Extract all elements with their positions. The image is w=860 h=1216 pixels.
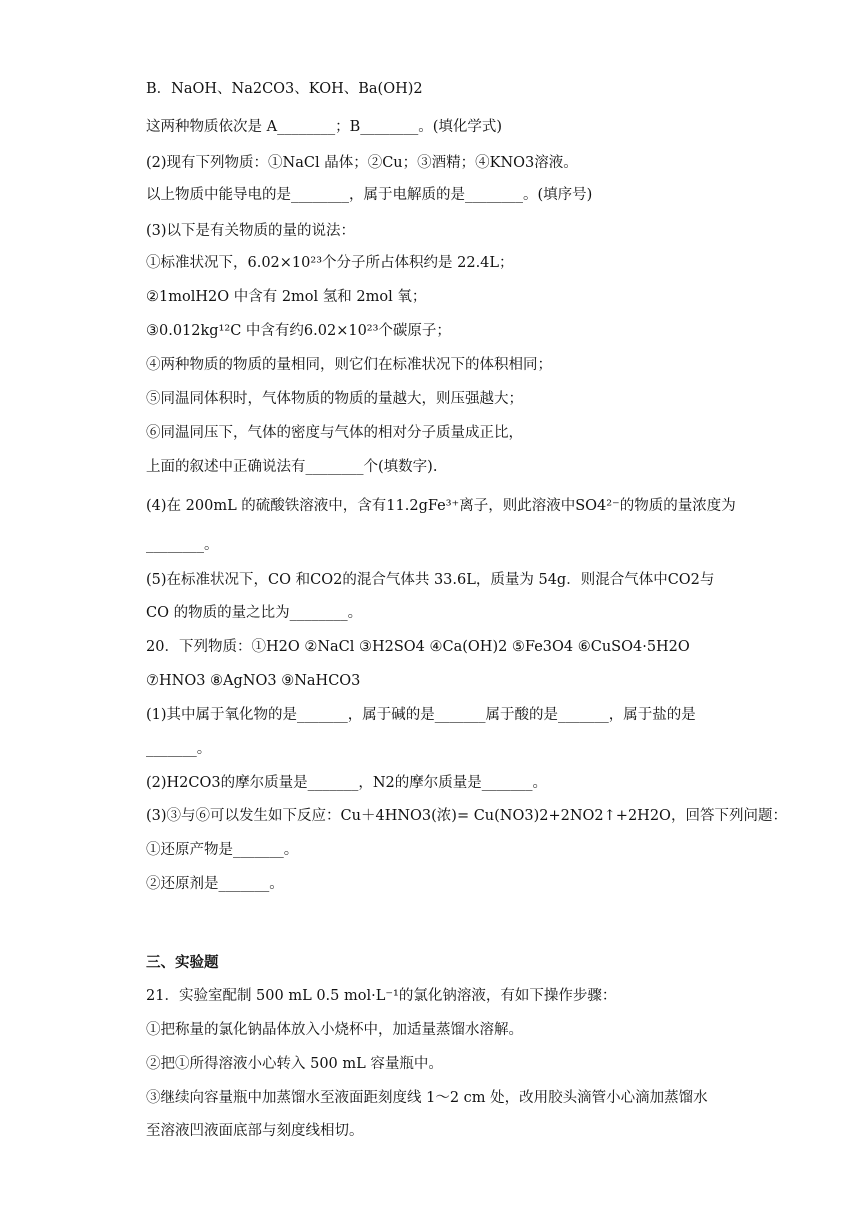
question-2-line: (2)现有下列物质：①NaCl 晶体；②Cu；③酒精；④KNO3溶液。 (146, 155, 578, 171)
step-1: ①把称量的氯化钠晶体放入小烧杯中，加适量蒸馏水溶解。 (146, 1022, 523, 1038)
question-21-line: 21．实验室配制 500 mL 0.5 mol·L⁻¹的氯化钠溶液，有如下操作步骤： (146, 988, 617, 1004)
option-b-line: B．NaOH、Na2CO3、KOH、Ba(OH)2 (146, 81, 423, 97)
statement-1: ①标准状况下，6.02×10²³个分子所占体积约是 22.4L； (146, 255, 514, 271)
statement-6: ⑥同温同压下，气体的密度与气体的相对分子质量成正比， (146, 425, 523, 441)
answer-line-q1: 这两种物质依次是 A________；B________。(填化学式) (146, 119, 503, 135)
question-20-3-line: (3)③与⑥可以发生如下反应：Cu＋4HNO3(浓)= Cu(NO3)2+2NO2↑+2H2O，回答下列问题： (146, 808, 787, 824)
question-20-2-line: (2)H2CO3的摩尔质量是_______，N2的摩尔质量是_______。 (146, 775, 548, 791)
question-5-line: (5)在标准状况下，CO 和CO2的混合气体共 33.6L，质量为 54g．则混合气体中CO2与 (146, 572, 715, 588)
question-5-answer-line: CO 的物质的量之比为________。 (146, 605, 363, 621)
question-20-items-line: ⑦HNO3 ⑧AgNO3 ⑨NaHCO3 (146, 673, 361, 689)
step-3: ③继续向容量瓶中加蒸馏水至液面距刻度线 1～2 cm 处，改用胶头滴管小心滴加蒸馏水 (146, 1090, 708, 1106)
statement-2: ②1molH2O 中含有 2mol 氢和 2mol 氧； (146, 289, 427, 305)
question-20-line: 20．下列物质：①H2O ②NaCl ③H2SO4 ④Ca(OH)2 ⑤Fe3O4 ⑥CuSO4·5H2O (146, 639, 690, 655)
question-4-answer-line: ________。 (146, 537, 219, 553)
question-4-line: (4)在 200mL 的硫酸铁溶液中，含有11.2gFe³⁺离子，则此溶液中SO4²⁻的物质的量浓度为 (146, 498, 736, 514)
statement-3: ③0.012kg¹²C 中含有约6.02×10²³个碳原子； (146, 323, 451, 339)
question-2-answer-line: 以上物质中能导电的是________，属于电解质的是________。(填序号) (146, 187, 593, 203)
statement-5: ⑤同温同体积时，气体物质的物质的量越大，则压强越大； (146, 391, 523, 407)
step-3-continued: 至溶液凹液面底部与刻度线相切。 (146, 1123, 364, 1139)
question-20-1-line: (1)其中属于氧化物的是_______，属于碱的是_______属于酸的是_______，属于盐的是 (146, 707, 696, 723)
question-3-answer-line: 上面的叙述中正确说法有________个(填数字). (146, 459, 438, 475)
question-20-3-sub-1: ①还原产物是_______。 (146, 842, 299, 858)
question-20-1-answer-line: _______。 (146, 741, 212, 757)
statement-4: ④两种物质的物质的量相同，则它们在标准状况下的体积相同； (146, 357, 552, 373)
question-20-3-sub-2: ②还原剂是_______。 (146, 876, 284, 892)
question-3-line: (3)以下是有关物质的量的说法： (146, 223, 356, 239)
step-2: ②把①所得溶液小心转入 500 mL 容量瓶中。 (146, 1056, 443, 1072)
section-heading-experiment: 三、实验题 (146, 955, 219, 971)
